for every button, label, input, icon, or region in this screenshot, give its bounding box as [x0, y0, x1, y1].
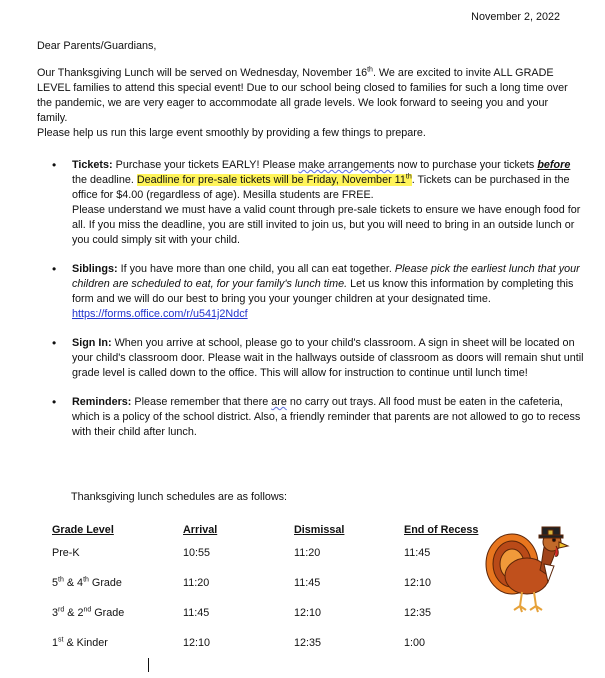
form-link[interactable]: https://forms.office.com/r/u541j2Ndcf: [72, 308, 248, 320]
grade-cell: 3rd & 2nd Grade: [52, 606, 125, 619]
header-end-of-recess: End of Recess: [404, 524, 479, 536]
bullet-siblings: • Siblings: If you have more than one child, you all can eat together. Please pick the earliest lunch that your children are scheduled to eat, for your family's lunch time. Let us know this information by completing this form and we will do our best to bring you your younger children at your designated time. https://forms.office.com/r/u541j2Ndcf: [37, 262, 585, 322]
deadline-highlight: Deadline for pre-sale tickets will be Friday, November 11th: [136, 173, 412, 186]
table-row: [52, 628, 504, 658]
table-row: [52, 538, 504, 568]
bullet-reminders: • Reminders: Please remember that there are no carry out trays. All food must be eaten in the cafeteria, which is a policy of the school district. Also, a friendly reminder that parents are not allowed to go to recess with their child after lunch.: [37, 395, 585, 440]
salutation: Dear Parents/Guardians,: [37, 40, 157, 52]
arrival-cell: 10:55: [183, 547, 211, 559]
recess-cell: 11:45: [404, 547, 431, 559]
letter-date: November 2, 2022: [471, 11, 560, 23]
schedule-intro: Thanksgiving lunch schedules are as follows:: [71, 491, 288, 503]
table-header-row: [52, 522, 504, 538]
bullet-tickets: • Tickets: Purchase your tickets EARLY! Please make arrangements now to purchase your tickets before the deadline. Deadline for pre-sale tickets will be Friday, November 11th. Tickets can be purchased in the office for $4.00 (regardless of age). Mesilla students are FREE. Please understand we must have a valid count through pre-sale tickets to ensure we have enough food for all. If you miss the deadline, you are still invited to join us, but you will need to bring in an outside lunch or you could simply sit with your child.: [37, 158, 585, 248]
recess-cell: 1:00: [404, 637, 426, 649]
info-bullet-list: [37, 158, 585, 454]
bullet-sign-in: • Sign In: When you arrive at school, please go to your child's classroom. A sign in sheet will be located on your child's classroom door. Please wait in the hallways outside of classroom as doors will remain shut until grade level is called down to the office. This will allow for instruction to continue until lunch time!: [37, 336, 585, 381]
grade-cell: 1st & Kinder: [52, 636, 108, 649]
header-arrival: Arrival: [183, 524, 218, 536]
table-row: [52, 598, 504, 628]
header-grade-level: Grade Level: [52, 524, 114, 536]
schedule-table: [52, 522, 504, 658]
arrival-cell: 11:20: [183, 577, 210, 589]
turkey-icon: [482, 524, 582, 616]
text-cursor: [148, 658, 149, 672]
dismissal-cell: 12:10: [294, 607, 322, 619]
dismissal-cell: 12:35: [294, 637, 322, 649]
dismissal-cell: 11:45: [294, 577, 321, 589]
header-dismissal: Dismissal: [294, 524, 345, 536]
table-row: [52, 568, 504, 598]
recess-cell: 12:35: [404, 607, 432, 619]
arrival-cell: 11:45: [183, 607, 210, 619]
recess-cell: 12:10: [404, 577, 432, 589]
dismissal-cell: 11:20: [294, 547, 321, 559]
grade-cell: Pre-K: [52, 547, 80, 559]
intro-paragraph: Our Thanksgiving Lunch will be served on Wednesday, November 16th. We are excited to invite ALL GRADE LEVEL families to attend this special event! Due to our school being closed to families for such a long time over the pandemic, we are very eager to accommodate all grade levels. We look forward to seeing you and your family. Please help us run this large event smoothly by providing a few things to prepare.: [37, 66, 568, 139]
grade-cell: 5th & 4th Grade: [52, 576, 122, 589]
arrival-cell: 12:10: [183, 637, 211, 649]
